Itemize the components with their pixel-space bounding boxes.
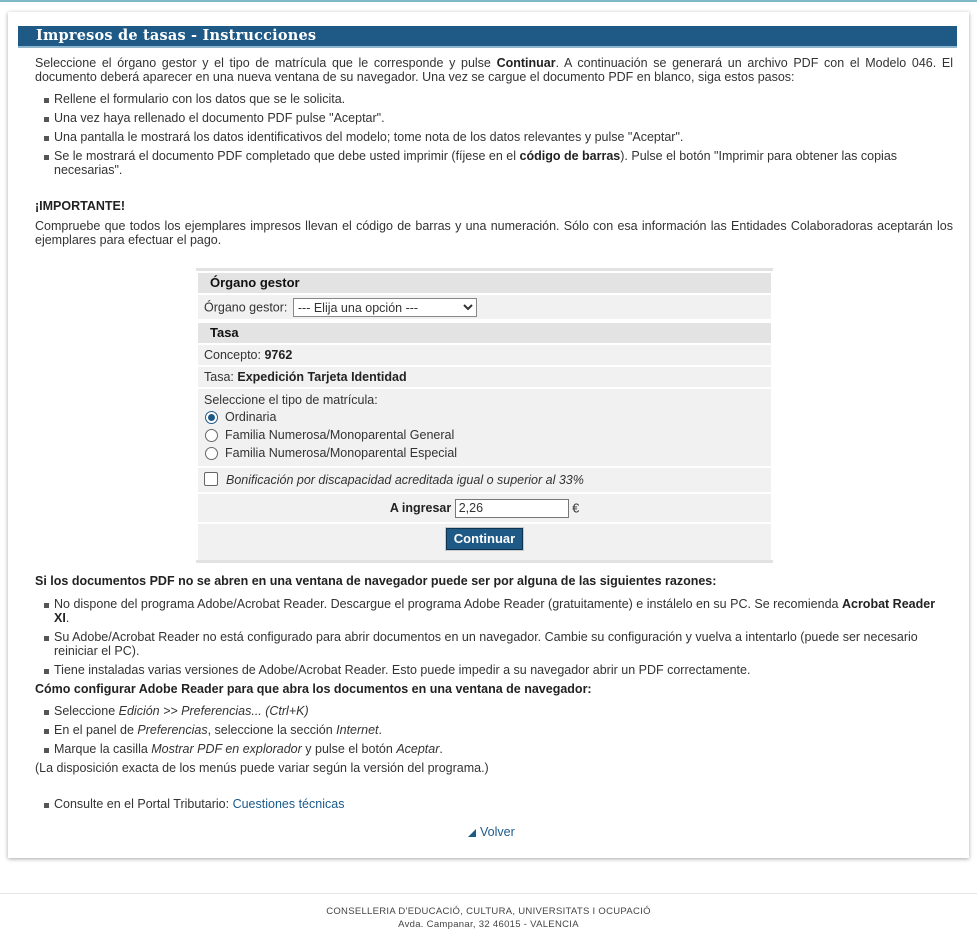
bonificacion-row [198,468,771,492]
volver-link[interactable] [468,825,515,839]
concepto-row [198,345,771,365]
accept-button-name: Aceptar [396,742,440,756]
step-text-rest: ). Pulse el botón "Imprimir para obtener las copias necesarias". [54,149,898,177]
reason-text-end: . [65,611,70,625]
step-text: Una vez haya rellenado el documento PDF pulse "Aceptar". [54,111,385,125]
list-item [35,111,953,125]
step-text: Se le mostrará el documento PDF completado que debe usted imprimir (fíjese en el [54,149,520,163]
list-item [35,704,953,718]
step-text: Una pantalla le mostrará los datos identificativos del modelo; tome nota de los datos relevantes y pulse "Aceptar". [54,130,684,144]
pdf-help-section [35,574,953,816]
config-heading: Cómo configurar Adobe Reader para que abra los documentos en una ventana de navegador: [35,682,592,696]
main-card [8,12,969,858]
config-step-text: . [378,723,383,737]
bullet-icon [44,636,49,641]
list-item [35,723,953,737]
config-step-text: En el panel de [54,723,138,737]
tasa-section-heading: Tasa [198,323,771,343]
consult-label: Consulte en el Portal Tributario: [54,797,233,811]
up-triangle-icon [468,829,476,837]
config-step-text: , seleccione la sección [207,723,337,737]
config-note: (La disposición exacta de los menús puede variar según la versión del programa.) [35,761,489,775]
list-item [35,797,953,811]
barcode-emphasis: código de barras [519,149,621,163]
top-accent-line [0,0,977,2]
bullet-icon [44,117,49,122]
reasons-list [35,597,953,677]
bullet-icon [44,669,49,674]
list-item [35,630,953,658]
currency-symbol: € [572,501,580,516]
organo-row [198,295,771,319]
radio-option-general[interactable] [204,426,765,444]
bonificacion-checkbox[interactable] [204,472,218,486]
menu-path: Edición >> Preferencias... (Ctrl+K) [118,704,309,718]
radio-label: Familia Numerosa/Monoparental Especial [225,446,458,460]
radio-option-ordinaria[interactable] [204,408,765,426]
radio-button[interactable] [205,429,218,442]
bullet-icon [44,155,49,160]
radio-label: Familia Numerosa/Monoparental General [225,428,455,442]
radio-button[interactable] [205,447,218,460]
footer-address: Avda. Campanar, 32 46015 - VALENCIA [398,919,579,930]
list-item [35,663,953,677]
matricula-label: Seleccione el tipo de matrícula: [204,393,378,407]
config-step-text: y pulse el botón [301,742,397,756]
footer-org: CONSELLERIA D'EDUCACIÓ, CULTURA, UNIVERSITATS I OCUPACIÓ [326,906,651,917]
important-heading: ¡IMPORTANTE! [35,199,126,213]
checkbox-name: Mostrar PDF en explorador [151,742,302,756]
bullet-icon [44,748,49,753]
continuar-button[interactable]: Continuar [446,528,523,550]
list-item [35,92,953,106]
intro-paragraph [35,56,953,84]
bonificacion-label: Bonificación por discapacidad acreditada igual o superior al 33% [226,473,584,487]
steps-list [35,92,953,177]
bullet-icon [44,710,49,715]
list-item [35,597,953,625]
organo-select[interactable] [293,298,477,317]
bullet-icon [44,729,49,734]
intro-text: Seleccione el órgano gestor y el tipo de matrícula que le corresponde y pulse [35,56,497,70]
page-title: Impresos de tasas - Instrucciones [36,27,317,44]
bullet-icon [44,136,49,141]
bullet-icon [44,803,49,808]
ingresar-input[interactable]: 2,26 [455,499,569,518]
bullet-icon [44,98,49,103]
radio-label: Ordinaria [225,410,277,424]
important-text: Compruebe que todos los ejemplares impresos llevan el código de barras y una numeración. Sólo con esa información las Entidades Colaboradoras aceptarán los ejemplares para efectuar el pago. [35,219,953,247]
reason-text: Tiene instaladas varias versiones de Adobe/Acrobat Reader. Esto puede impedir a su navegador abrir un PDF correctamente. [54,663,751,677]
reader-version-emphasis: Acrobat Reader XI [54,597,936,625]
config-step-text: Marque la casilla [54,742,152,756]
preferences-name: Preferencias [137,723,208,737]
title-bar [18,26,957,48]
concepto-label: Concepto: [204,348,261,362]
consult-list [35,797,953,811]
tasa-row [198,367,771,387]
tasa-label: Tasa: [204,370,234,384]
internet-section-name: Internet [336,723,379,737]
ingresar-row [198,494,771,522]
config-step-text: Seleccione [54,704,119,718]
cuestiones-tecnicas-link[interactable]: Cuestiones técnicas [232,797,345,811]
step-text: Rellene el formulario con los datos que se le solicita. [54,92,346,106]
config-steps-list [35,704,953,756]
list-item [35,742,953,756]
tasa-form [196,268,773,563]
radio-option-especial[interactable] [204,444,765,462]
reason-text: Su Adobe/Acrobat Reader no está configurado para abrir documentos en un navegador. Cambie su configuración y vuelva a intentarlo (puede ser necesario reiniciar el PC). [54,630,918,658]
list-item [35,149,953,177]
radio-button-checked[interactable] [205,411,218,424]
organo-section-heading: Órgano gestor [198,273,771,293]
bullet-icon [44,603,49,608]
config-step-text: . [439,742,443,756]
volver-label: Volver [480,825,515,839]
reason-text: No dispone del programa Adobe/Acrobat Reader. Descargue el programa Adobe Reader (gratuitamente) e instálelo en su PC. Se recomienda [54,597,842,611]
tasa-value: Expedición Tarjeta Identidad [237,370,407,384]
instructions [35,56,953,247]
matricula-row [198,389,771,466]
intro-continuar-emphasis: Continuar [496,56,556,70]
list-item [35,130,953,144]
footer [0,893,977,949]
pdf-help-heading: Si los documentos PDF no se abren en una ventana de navegador puede ser por alguna de las siguientes razones: [35,574,717,588]
concepto-value: 9762 [264,348,293,362]
ingresar-label: A ingresar [389,501,452,515]
organo-label: Órgano gestor: [204,300,288,315]
submit-row [198,524,771,560]
intro-text-rest: . A continuación se generará un archivo PDF con el Modelo 046. El documento deberá aparecer en una nueva ventana de su navegador. Una vez se cargue el documento PDF en blanco, siga estos pasos: [35,56,954,84]
